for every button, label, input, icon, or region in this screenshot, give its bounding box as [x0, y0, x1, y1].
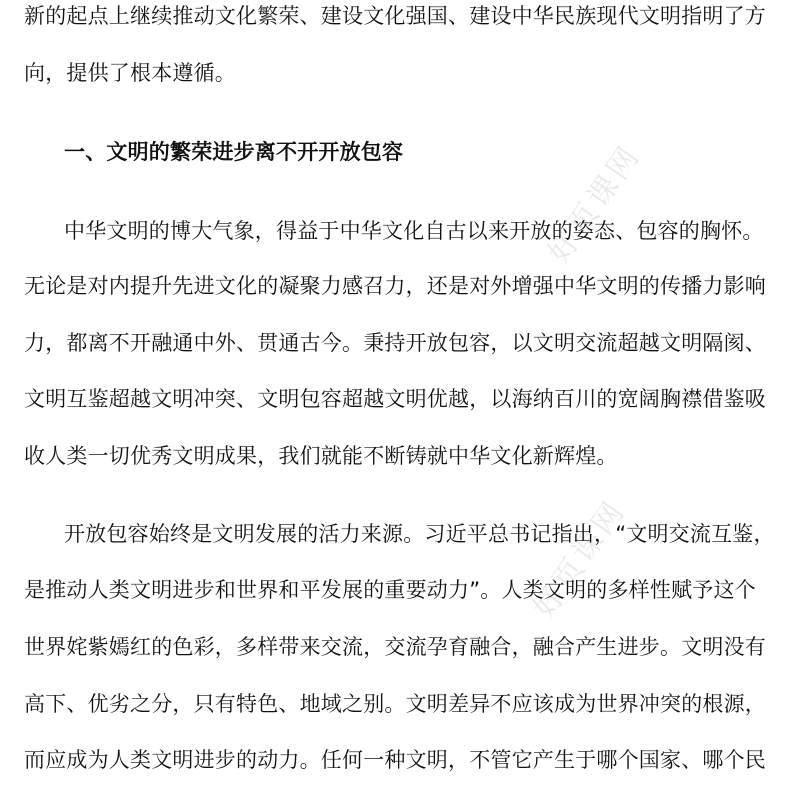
paragraph-line: 而应成为人类文明进步的动力。任何一种文明，不管它产生于哪个国家、哪个民 — [24, 748, 766, 772]
paragraph-line: 中华文明的博大气象，得益于中华文化自古以来开放的姿态、包容的胸怀。 — [64, 219, 764, 243]
paragraph-line: 文明互鉴超越文明冲突、文明包容超越文明优越，以海纳百川的宽阔胸襟借鉴吸 — [24, 387, 766, 411]
paragraph-line: 是推动人类文明进步和世界和平发展的重要动力”。人类文明的多样性赋予这个 — [24, 578, 756, 602]
paragraph-line: 力，都离不开融通中外、贯通古今。秉持开放包容，以文明交流超越文明隔阂、 — [24, 331, 766, 355]
paragraph-line: 无论是对内提升先进文化的凝聚力感召力，还是对外增强中华文明的传播力影响 — [24, 274, 766, 298]
section-heading: 一、文明的繁荣进步离不开开放包容 — [64, 140, 404, 164]
watermark: 好页课网 — [541, 138, 649, 270]
paragraph-line: 收人类一切优秀文明成果，我们就能不断铸就中华文化新辉煌。 — [24, 444, 618, 468]
watermark: 好页课网 — [526, 493, 634, 625]
paragraph-line: 开放包容始终是文明发展的活力来源。习近平总书记指出，“文明交流互鉴， — [64, 522, 775, 546]
paragraph-line: 世界姹紫嫣红的色彩，多样带来交流，交流孕育融合，融合产生进步。文明没有 — [24, 635, 766, 659]
paragraph-line: 新的起点上继续推动文化繁荣、建设文化强国、建设中华民族现代文明指明了方 — [24, 4, 766, 28]
paragraph-line: 高下、优劣之分，只有特色、地域之别。文明差异不应该成为世界冲突的根源， — [24, 692, 766, 716]
paragraph-line: 向，提供了根本遵循。 — [24, 61, 236, 85]
